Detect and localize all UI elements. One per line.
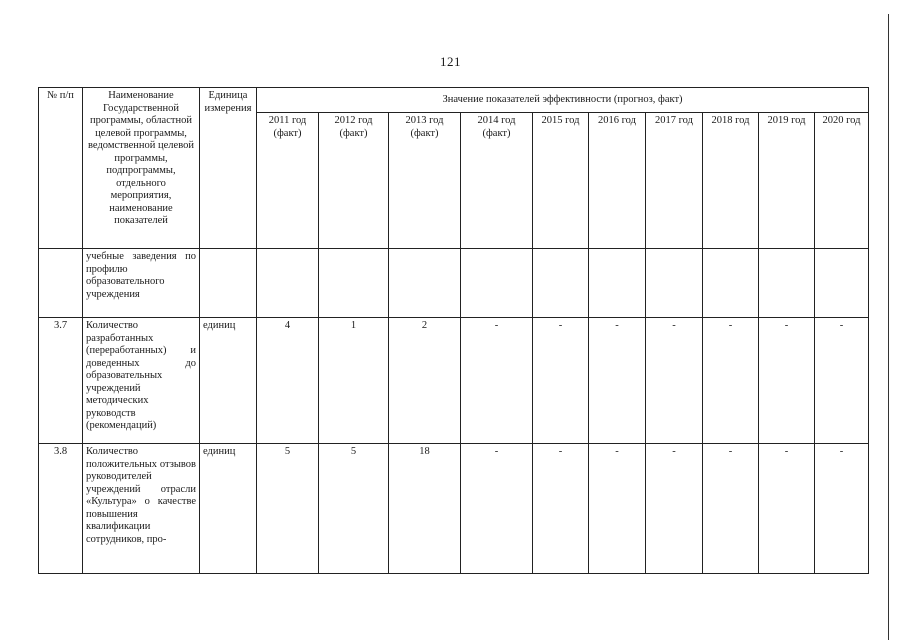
header-year: 2018 год [703, 113, 759, 249]
row-value: - [646, 318, 703, 444]
row-value: - [589, 444, 646, 574]
right-margin-rule [888, 14, 889, 640]
header-year: 2011 год (факт) [257, 113, 319, 249]
row-value [533, 249, 589, 318]
row-value [257, 249, 319, 318]
header-name: Наименование Государственной программы, областной целевой программы, ведомственной целевой программы, подпрограммы, отдельного мероприятия, наименование показателей [83, 88, 200, 249]
header-year: 2013 год (факт) [389, 113, 461, 249]
header-year: 2015 год [533, 113, 589, 249]
row-value [389, 249, 461, 318]
row-value: - [703, 444, 759, 574]
row-value: - [815, 444, 869, 574]
row-unit: единиц [200, 444, 257, 574]
row-value: - [815, 318, 869, 444]
row-value: - [646, 444, 703, 574]
row-value [759, 249, 815, 318]
row-value: - [759, 318, 815, 444]
header-year: 2020 год [815, 113, 869, 249]
row-value: - [533, 444, 589, 574]
table-row [39, 249, 869, 318]
row-value: - [703, 318, 759, 444]
header-unit: Единица измерения [200, 88, 257, 249]
row-value: - [759, 444, 815, 574]
row-value [815, 249, 869, 318]
row-value: 5 [319, 444, 389, 574]
header-values-title: Значение показателей эффективности (прогноз, факт) [257, 88, 869, 113]
header-year: 2014 год (факт) [461, 113, 533, 249]
header-year: 2019 год [759, 113, 815, 249]
row-value: 4 [257, 318, 319, 444]
row-unit: единиц [200, 318, 257, 444]
table-row [39, 444, 869, 574]
row-num: 3.8 [39, 444, 83, 574]
header-year: 2017 год [646, 113, 703, 249]
row-value: 18 [389, 444, 461, 574]
row-value [589, 249, 646, 318]
row-value: 2 [389, 318, 461, 444]
indicators-table [38, 87, 869, 574]
header-year: 2016 год [589, 113, 646, 249]
row-name: Количество разработанных (переработанных) и доведенных до образовательных учреждений методических руководств (рекомендаций) [83, 318, 200, 444]
row-value [703, 249, 759, 318]
header-row-1 [39, 88, 869, 113]
row-value: - [461, 318, 533, 444]
row-value: - [461, 444, 533, 574]
row-value: 1 [319, 318, 389, 444]
row-value [319, 249, 389, 318]
header-year: 2012 год (факт) [319, 113, 389, 249]
page-number: 121 [440, 54, 461, 69]
row-value: - [589, 318, 646, 444]
row-value: - [533, 318, 589, 444]
row-name: Количество положительных отзывов руководителей учреждений отрасли «Культура» о качестве повышения квалификации сотрудников, про- [83, 444, 200, 574]
table-row [39, 318, 869, 444]
row-unit [200, 249, 257, 318]
row-num [39, 249, 83, 318]
row-num: 3.7 [39, 318, 83, 444]
row-value [646, 249, 703, 318]
row-name: учебные заведения по профилю образовательного учреждения [83, 249, 200, 318]
row-value [461, 249, 533, 318]
row-value: 5 [257, 444, 319, 574]
header-num: № п/п [39, 88, 83, 249]
